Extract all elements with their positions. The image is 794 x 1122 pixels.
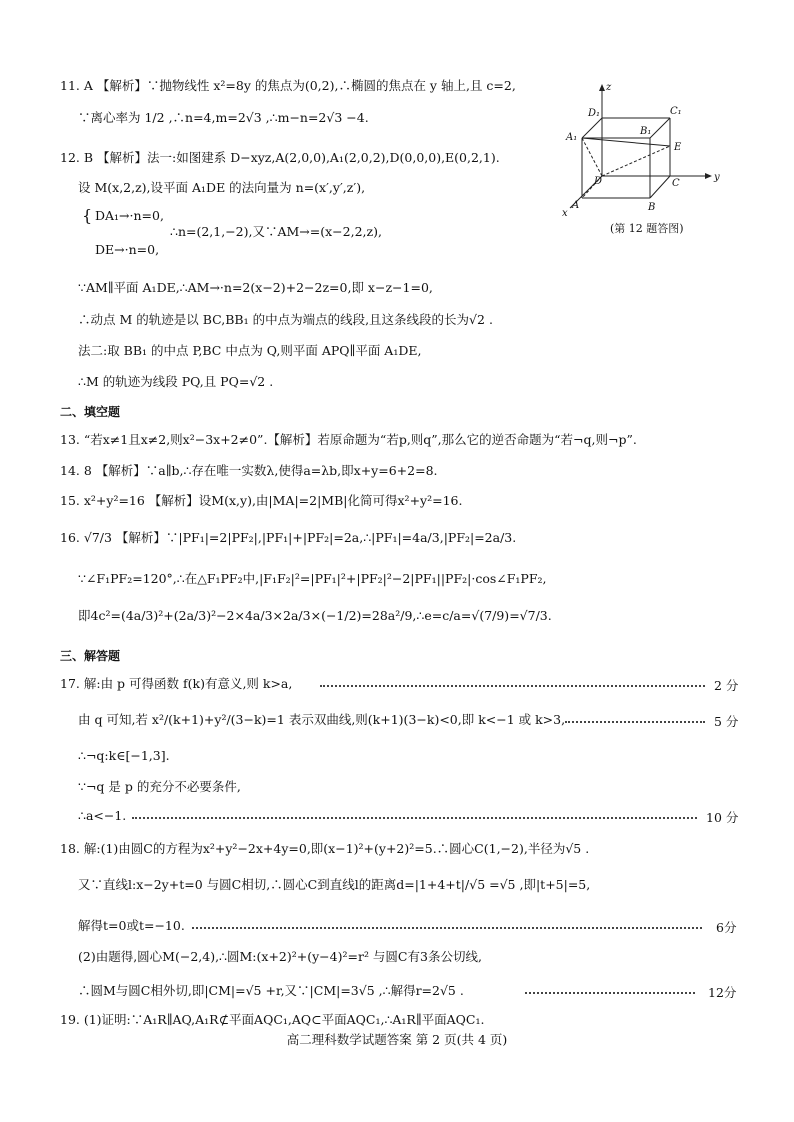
solution-12-line-2: 设 M(x,2,z),设平面 A₁DE 的法向量为 n=(x′,y′,z′), xyxy=(78,180,366,195)
cube-diagram-svg xyxy=(560,80,735,240)
label-x: x xyxy=(562,208,568,219)
label-b: B xyxy=(648,202,656,213)
dot-leader xyxy=(132,817,697,819)
label-a: A xyxy=(572,200,580,211)
page-footer: 高二理科数学试题答案 第 2 页(共 4 页) xyxy=(286,1032,508,1047)
solution-18-line-4: (2)由题得,圆心M(−2,4),∴圆M:(x+2)²+(y−4)²=r² 与圆C有3条公切线, xyxy=(78,949,482,964)
solution-12-line-1: 12. B 【解析】法一:如图建系 D−xyz,A(2,0,0),A₁(2,0,2),D(0,0,0),E(0,2,1). xyxy=(60,150,500,165)
brace-symbol: { xyxy=(82,206,93,225)
solution-12-system-result: ∴n=(2,1,−2),又∵AM→=(x−2,2,z), xyxy=(170,224,382,239)
solution-12-line-5: ∴动点 M 的轨迹是以 BC,BB₁ 的中点为端点的线段,且这条线段的长为√2 . xyxy=(78,312,493,327)
solution-18-line-1: 18. 解:(1)由圆C的方程为x²+y²−2x+4y=0,即(x−1)²+(y+2)²=5.∴圆心C(1,−2),半径为√5 . xyxy=(60,841,590,856)
solution-12-line-4: ∵AM∥平面 A₁DE,∴AM→·n=2(x−2)+2−2z=0,即 x−z−1=0, xyxy=(78,280,433,295)
label-d1: D₁ xyxy=(588,108,601,119)
score-18-e: 12分 xyxy=(708,985,737,1000)
solution-15: 15. x²+y²=16 【解析】设M(x,y),由|MA|=2|MB|化简可得x²+y²=16. xyxy=(60,493,463,508)
solution-17-line-2: 由 q 可知,若 x²/(k+1)+y²/(3−k)=1 表示双曲线,则(k+1)(3−k)<0,即 k<−1 或 k>3, xyxy=(78,712,566,727)
dot-leader xyxy=(525,992,695,994)
solution-13: 13. “若x≠1且x≠2,则x²−3x+2≠0”.【解析】若原命题为“若p,则q”,那么它的逆否命题为“若¬q,则¬p”. xyxy=(60,432,637,447)
solution-17-line-1: 17. 解:由 p 可得函数 f(k)有意义,则 k>a, xyxy=(60,676,293,691)
solution-19-line-1: 19. (1)证明:∵A₁R∥AQ,A₁R⊄平面AQC₁,AQ⊂平面AQC₁,∴A₁R∥平面AQC₁. xyxy=(60,1012,485,1027)
solution-17-line-3: ∴¬q:k∈[−1,3]. xyxy=(78,748,170,763)
score-17-e: 10 分 xyxy=(706,810,739,825)
solution-11-line-2: ∵离心率为 1/2 ,∴n=4,m=2√3 ,∴m−n=2√3 −4. xyxy=(78,110,369,125)
solution-14: 14. 8 【解析】∵a∥b,∴存在唯一实数λ,使得a=λb,即x+y=6+2=8. xyxy=(60,463,438,478)
label-e: E xyxy=(674,142,682,153)
label-d: D xyxy=(594,176,603,187)
section-solve-title: 三、解答题 xyxy=(60,649,121,663)
solution-17-line-4: ∵¬q 是 p 的充分不必要条件, xyxy=(78,779,241,794)
solution-12-system-1: DA₁→·n=0, xyxy=(95,208,164,223)
label-y: y xyxy=(714,172,720,183)
label-c1: C₁ xyxy=(670,106,682,117)
score-18-c: 6分 xyxy=(716,920,737,935)
dot-leader xyxy=(192,927,702,929)
figure-caption: (第 12 题答图) xyxy=(610,222,684,235)
label-z: z xyxy=(606,82,612,93)
score-17-a: 2 分 xyxy=(714,678,739,693)
solution-11-line-1: 11. A 【解析】∵抛物线性 x²=8y 的焦点为(0,2),∴椭圆的焦点在 y 轴上,且 c=2, xyxy=(60,78,516,93)
cube-figure xyxy=(560,80,735,240)
section-fill-in-title: 二、填空题 xyxy=(60,405,121,419)
dot-leader xyxy=(320,685,705,687)
solution-17-line-5: ∴a<−1. xyxy=(78,808,127,823)
solution-12-system-2: DE→·n=0, xyxy=(95,242,160,257)
solution-12-line-6: 法二:取 BB₁ 的中点 P,BC 中点为 Q,则平面 APQ∥平面 A₁DE, xyxy=(78,343,422,358)
solution-16-line-2: ∵∠F₁PF₂=120°,∴在△F₁PF₂中,|F₁F₂|²=|PF₁|²+|PF₂|²−2|PF₁||PF₂|·cos∠F₁PF₂, xyxy=(78,571,547,586)
score-17-b: 5 分 xyxy=(714,714,739,729)
label-a1: A₁ xyxy=(566,132,578,143)
solution-18-line-5: ∴圆M与圆C相外切,即|CM|=√5 +r,又∵|CM|=3√5 ,∴解得r=2√5 . xyxy=(78,983,464,998)
label-b1: B₁ xyxy=(640,126,652,137)
solution-18-line-3: 解得t=0或t=−10. xyxy=(78,918,185,933)
solution-16-line-1: 16. √7/3 【解析】∵|PF₁|=2|PF₂|,|PF₁|+|PF₂|=2a,∴|PF₁|=4a/3,|PF₂|=2a/3. xyxy=(60,530,517,545)
label-c: C xyxy=(672,178,680,189)
solution-16-line-3: 即4c²=(4a/3)²+(2a/3)²−2×4a/3×2a/3×(−1/2)=28a²/9,∴e=c/a=√(7/9)=√7/3. xyxy=(78,608,552,623)
solution-18-line-2: 又∵直线l:x−2y+t=0 与圆C相切,∴圆心C到直线l的距离d=|1+4+t|/√5 =√5 ,即|t+5|=5, xyxy=(78,877,591,892)
dot-leader xyxy=(565,721,705,723)
solution-12-line-7: ∴M 的轨迹为线段 PQ,且 PQ=√2 . xyxy=(78,374,274,389)
